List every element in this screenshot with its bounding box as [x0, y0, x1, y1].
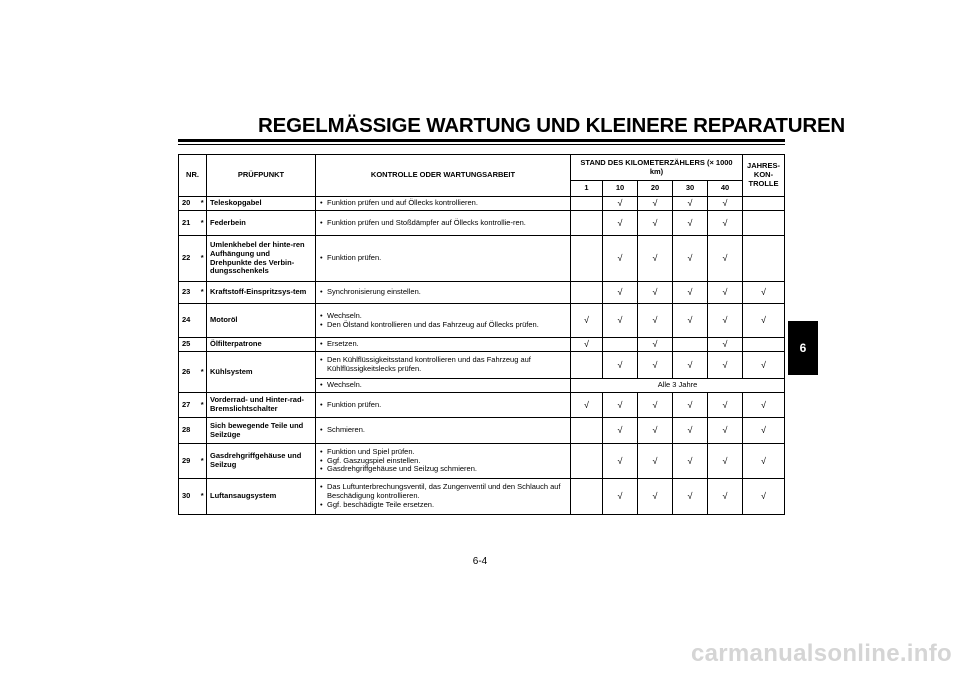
dealer-mark: *	[199, 393, 207, 418]
check-cell	[571, 479, 603, 515]
task-cell	[316, 338, 571, 352]
check-cell: √	[708, 304, 743, 338]
task-item: • Gasdrehgriffgehäuse und Seilzug schmieren.	[327, 465, 567, 474]
check-cell: √	[673, 304, 708, 338]
check-cell: √	[673, 479, 708, 515]
page-number: 6-4	[472, 556, 488, 567]
page-title: REGELMÄSSIGE WARTUNG UND KLEINERE REPARATUREN	[258, 114, 846, 137]
check-cell: √	[571, 304, 603, 338]
check-item: Ölfilterpatrone	[207, 338, 316, 352]
check-cell: √	[708, 479, 743, 515]
table-row	[179, 304, 785, 338]
check-cell: √	[638, 236, 673, 282]
check-cell: √	[571, 338, 603, 352]
header-odometer-col: 30	[673, 181, 708, 197]
check-cell: √	[708, 444, 743, 479]
check-cell: √	[708, 282, 743, 304]
task-item: • Funktion prüfen und auf Öllecks kontrollieren.	[327, 199, 567, 208]
table-row	[179, 338, 785, 352]
check-cell: √	[571, 393, 603, 418]
table-row	[179, 444, 785, 479]
task-list	[319, 401, 567, 410]
annual-check-cell: √	[743, 304, 785, 338]
check-cell: √	[708, 236, 743, 282]
check-cell	[571, 197, 603, 211]
title-rule-thin	[178, 144, 785, 145]
task-cell	[316, 197, 571, 211]
check-cell: √	[603, 282, 638, 304]
dealer-mark: *	[199, 211, 207, 236]
check-cell: √	[708, 393, 743, 418]
task-list	[319, 199, 567, 208]
annual-check-cell	[743, 197, 785, 211]
row-number: 27	[179, 393, 199, 418]
task-item: • Synchronisierung einstellen.	[327, 288, 567, 297]
chapter-tab: 6	[788, 321, 818, 375]
check-item: Luftansaugsystem	[207, 479, 316, 515]
table-row	[179, 282, 785, 304]
dealer-mark: *	[199, 444, 207, 479]
task-item: • Wechseln.	[327, 312, 567, 321]
task-item: • Funktion prüfen.	[327, 401, 567, 410]
row-number: 24	[179, 304, 199, 338]
check-cell: √	[603, 479, 638, 515]
task-cell	[316, 379, 571, 393]
check-cell: √	[673, 211, 708, 236]
row-number: 29	[179, 444, 199, 479]
header-annual: JAHRES- KON- TROLLE	[743, 155, 785, 197]
check-item: Teleskopgabel	[207, 197, 316, 211]
task-cell	[316, 282, 571, 304]
check-cell: √	[638, 393, 673, 418]
check-cell	[571, 282, 603, 304]
task-item: • Ggf. beschädigte Teile ersetzen.	[327, 501, 567, 510]
check-item: Vorderrad- und Hinter-rad-Bremslichtschalter	[207, 393, 316, 418]
maintenance-table	[178, 154, 785, 515]
task-list	[319, 312, 567, 330]
table-row	[179, 236, 785, 282]
header-odometer-col: 20	[638, 181, 673, 197]
check-cell: √	[708, 211, 743, 236]
dealer-mark	[199, 338, 207, 352]
dealer-mark: *	[199, 282, 207, 304]
header-nr: NR.	[179, 155, 207, 197]
dealer-mark	[199, 418, 207, 444]
check-cell	[571, 352, 603, 379]
annual-check-cell	[743, 338, 785, 352]
check-cell: √	[673, 393, 708, 418]
task-cell	[316, 352, 571, 379]
row-number: 23	[179, 282, 199, 304]
check-cell: √	[638, 282, 673, 304]
check-cell: √	[603, 444, 638, 479]
header-item: PRÜFPUNKT	[207, 155, 316, 197]
check-cell: √	[708, 338, 743, 352]
watermark: carmanualsonline.info	[690, 640, 952, 667]
check-cell: √	[603, 211, 638, 236]
table-row	[179, 352, 785, 379]
row-number: 28	[179, 418, 199, 444]
annual-check-cell: √	[743, 393, 785, 418]
dealer-mark: *	[199, 352, 207, 393]
annual-check-cell: √	[743, 282, 785, 304]
check-cell	[603, 338, 638, 352]
check-cell: √	[603, 236, 638, 282]
check-cell	[673, 338, 708, 352]
table-row	[179, 418, 785, 444]
interval-note: Alle 3 Jahre	[571, 379, 785, 393]
task-item: • Funktion und Spiel prüfen.	[327, 448, 567, 457]
task-item: • Den Ölstand kontrollieren und das Fahrzeug auf Öllecks prüfen.	[327, 321, 567, 330]
task-cell	[316, 444, 571, 479]
dealer-mark: *	[199, 479, 207, 515]
check-cell	[571, 236, 603, 282]
task-item: • Den Kühlflüssigkeitsstand kontrollieren und das Fahrzeug auf Kühlflüssigkeitslecks prüfen.	[327, 356, 567, 374]
check-cell: √	[673, 197, 708, 211]
task-item: • Funktion prüfen.	[327, 254, 567, 263]
annual-check-cell: √	[743, 479, 785, 515]
annual-check-cell: √	[743, 352, 785, 379]
check-cell: √	[638, 444, 673, 479]
check-cell: √	[673, 418, 708, 444]
check-cell: √	[708, 352, 743, 379]
annual-check-cell: √	[743, 418, 785, 444]
check-cell: √	[638, 338, 673, 352]
table-row	[179, 211, 785, 236]
task-list	[319, 381, 567, 390]
check-cell: √	[603, 352, 638, 379]
task-list	[319, 426, 567, 435]
header-odometer: STAND DES KILOMETERZÄHLERS (× 1000 km)	[571, 155, 743, 181]
table-row	[179, 393, 785, 418]
annual-check-cell	[743, 236, 785, 282]
check-cell	[571, 444, 603, 479]
task-item: • Wechseln.	[327, 381, 567, 390]
table-row	[179, 197, 785, 211]
check-cell: √	[638, 418, 673, 444]
task-item: • Das Luftunterbrechungsventil, das Zungenventil und den Schlauch auf Beschädigung kontrollieren.	[327, 483, 567, 501]
header-odometer-col: 40	[708, 181, 743, 197]
task-cell	[316, 211, 571, 236]
check-cell: √	[708, 197, 743, 211]
row-number: 21	[179, 211, 199, 236]
table-row	[179, 479, 785, 515]
task-list	[319, 219, 567, 228]
header-odometer-col: 1	[571, 181, 603, 197]
check-cell: √	[708, 418, 743, 444]
row-number: 25	[179, 338, 199, 352]
check-cell	[571, 418, 603, 444]
check-cell: √	[673, 236, 708, 282]
check-cell: √	[638, 197, 673, 211]
annual-check-cell	[743, 211, 785, 236]
check-item: Kühlsystem	[207, 352, 316, 393]
task-item: • Ggf. Gaszugspiel einstellen.	[327, 457, 567, 466]
check-item: Kraftstoff-Einspritzsys-tem	[207, 282, 316, 304]
check-cell: √	[638, 304, 673, 338]
check-cell: √	[673, 282, 708, 304]
dealer-mark: *	[199, 236, 207, 282]
check-cell: √	[603, 304, 638, 338]
check-item: Federbein	[207, 211, 316, 236]
row-number: 26	[179, 352, 199, 393]
check-cell: √	[603, 418, 638, 444]
check-item: Motoröl	[207, 304, 316, 338]
task-list	[319, 340, 567, 349]
check-cell: √	[673, 352, 708, 379]
task-list	[319, 356, 567, 374]
check-cell: √	[638, 352, 673, 379]
task-list	[319, 448, 567, 475]
row-number: 30	[179, 479, 199, 515]
check-cell: √	[673, 444, 708, 479]
check-item: Umlenkhebel der hinte-ren Aufhängung und Drehpunkte des Verbin-dungsschenkels	[207, 236, 316, 282]
row-number: 20	[179, 197, 199, 211]
task-item: • Funktion prüfen und Stoßdämpfer auf Öllecks kontrollie-ren.	[327, 219, 567, 228]
check-cell: √	[603, 393, 638, 418]
title-rule-thick	[178, 139, 785, 142]
task-cell	[316, 236, 571, 282]
task-cell	[316, 393, 571, 418]
check-item: Gasdrehgriffgehäuse und Seilzug	[207, 444, 316, 479]
task-item: • Ersetzen.	[327, 340, 567, 349]
task-cell	[316, 479, 571, 515]
check-cell	[571, 211, 603, 236]
check-cell: √	[603, 197, 638, 211]
task-list	[319, 288, 567, 297]
task-list	[319, 483, 567, 510]
task-item: • Schmieren.	[327, 426, 567, 435]
dealer-mark	[199, 304, 207, 338]
header-odometer-col: 10	[603, 181, 638, 197]
header-work: KONTROLLE ODER WARTUNGSARBEIT	[316, 155, 571, 197]
task-cell	[316, 304, 571, 338]
dealer-mark: *	[199, 197, 207, 211]
check-cell: √	[638, 479, 673, 515]
check-cell: √	[638, 211, 673, 236]
annual-check-cell: √	[743, 444, 785, 479]
row-number: 22	[179, 236, 199, 282]
check-item: Sich bewegende Teile und Seilzüge	[207, 418, 316, 444]
task-cell	[316, 418, 571, 444]
task-list	[319, 254, 567, 263]
